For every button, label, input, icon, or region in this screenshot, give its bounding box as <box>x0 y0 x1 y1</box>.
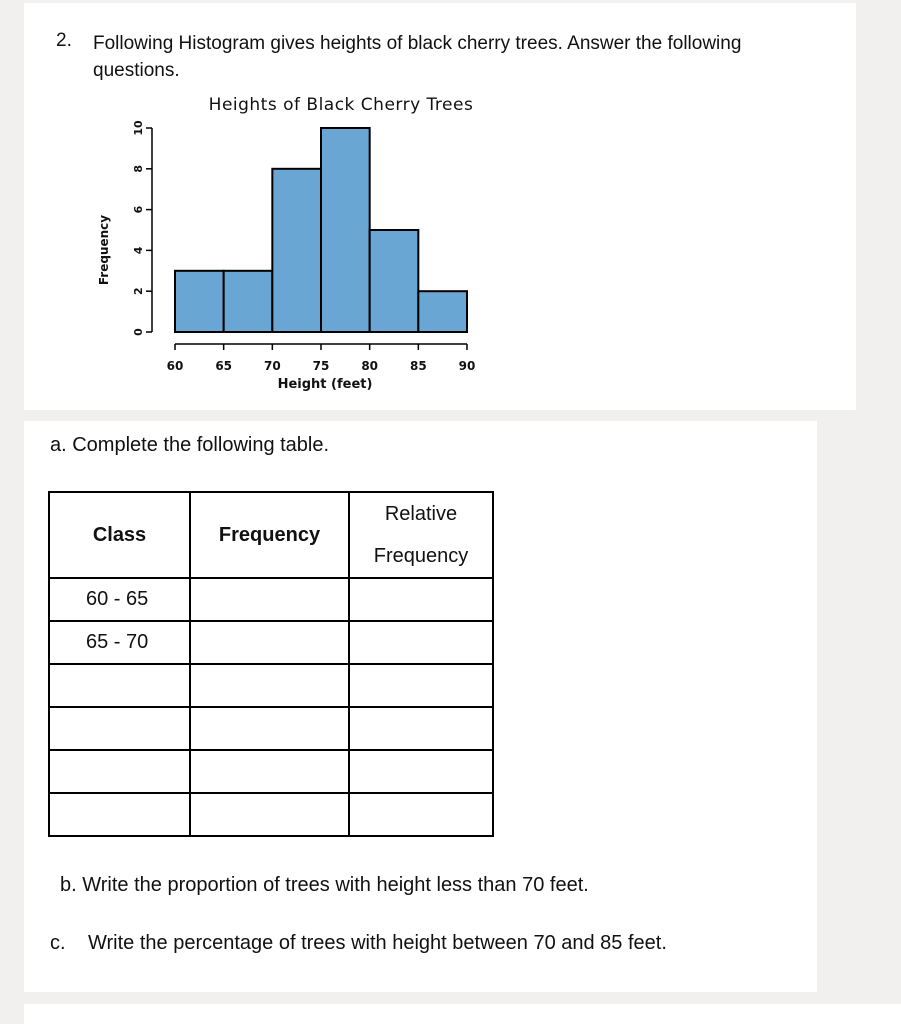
part-c-letter: c. <box>50 932 66 954</box>
frequency-cell <box>190 793 349 836</box>
header-relative-frequency <box>349 492 493 578</box>
chart-title: Heights of Black Cherry Trees <box>208 95 474 115</box>
next-card-edge <box>24 1004 901 1024</box>
question-number: 2. <box>56 30 72 51</box>
histogram-bar <box>272 169 321 332</box>
table-row <box>49 750 493 793</box>
histogram-bar <box>321 128 370 332</box>
table-header-row <box>49 492 493 578</box>
histogram-chart <box>90 88 510 400</box>
relative-frequency-cell <box>349 621 493 664</box>
relative-frequency-cell <box>349 707 493 750</box>
histogram-bar <box>224 271 273 332</box>
table-row <box>49 793 493 836</box>
x-tick-label: 70 <box>263 359 281 373</box>
class-cell <box>49 707 190 750</box>
y-tick-label: 2 <box>132 287 145 296</box>
table-row <box>49 578 493 621</box>
x-axis-label: Height (feet) <box>277 377 373 392</box>
class-cell <box>49 750 190 793</box>
part-a-prompt: a. Complete the following table. <box>50 434 330 456</box>
frequency-cell <box>190 707 349 750</box>
x-tick-label: 65 <box>215 359 233 373</box>
y-tick-label: 6 <box>132 205 145 214</box>
header-relative-line1: Relative <box>384 503 458 525</box>
frequency-cell <box>190 664 349 707</box>
y-axis-label: Frequency <box>97 214 111 286</box>
y-tick-label: 10 <box>132 120 145 136</box>
class-cell <box>49 664 190 707</box>
relative-frequency-cell <box>349 664 493 707</box>
class-cell: 60 - 65 <box>49 578 190 621</box>
part-c-prompt: Write the percentage of trees with height between 70 and 85 feet. <box>88 932 667 954</box>
frequency-cell <box>190 578 349 621</box>
y-tick-label: 4 <box>132 246 145 255</box>
histogram-bar <box>175 271 224 332</box>
table-row <box>49 621 493 664</box>
x-tick-label: 60 <box>166 359 184 373</box>
relative-frequency-cell <box>349 578 493 621</box>
question-text: Following Histogram gives heights of black cherry trees. Answer the following questions. <box>93 33 742 81</box>
frequency-cell <box>190 750 349 793</box>
y-tick-label: 0 <box>132 328 145 336</box>
relative-frequency-cell <box>349 793 493 836</box>
frequency-cell <box>190 621 349 664</box>
x-tick-label: 80 <box>361 359 379 373</box>
x-tick-label: 90 <box>458 359 476 373</box>
header-relative-line2: Frequency <box>373 545 469 567</box>
class-cell <box>49 793 190 836</box>
x-tick-label: 75 <box>312 359 330 373</box>
header-class: Class <box>49 492 190 578</box>
frequency-table <box>48 491 494 837</box>
histogram-bar <box>370 230 419 332</box>
histogram-bar <box>418 291 467 332</box>
x-tick-label: 85 <box>409 359 427 373</box>
relative-frequency-cell <box>349 750 493 793</box>
part-b-prompt: b. Write the proportion of trees with height less than 70 feet. <box>60 874 589 896</box>
class-cell: 65 - 70 <box>49 621 190 664</box>
table-row <box>49 707 493 750</box>
y-tick-label: 8 <box>132 164 145 173</box>
table-row <box>49 664 493 707</box>
header-frequency: Frequency <box>190 492 349 578</box>
